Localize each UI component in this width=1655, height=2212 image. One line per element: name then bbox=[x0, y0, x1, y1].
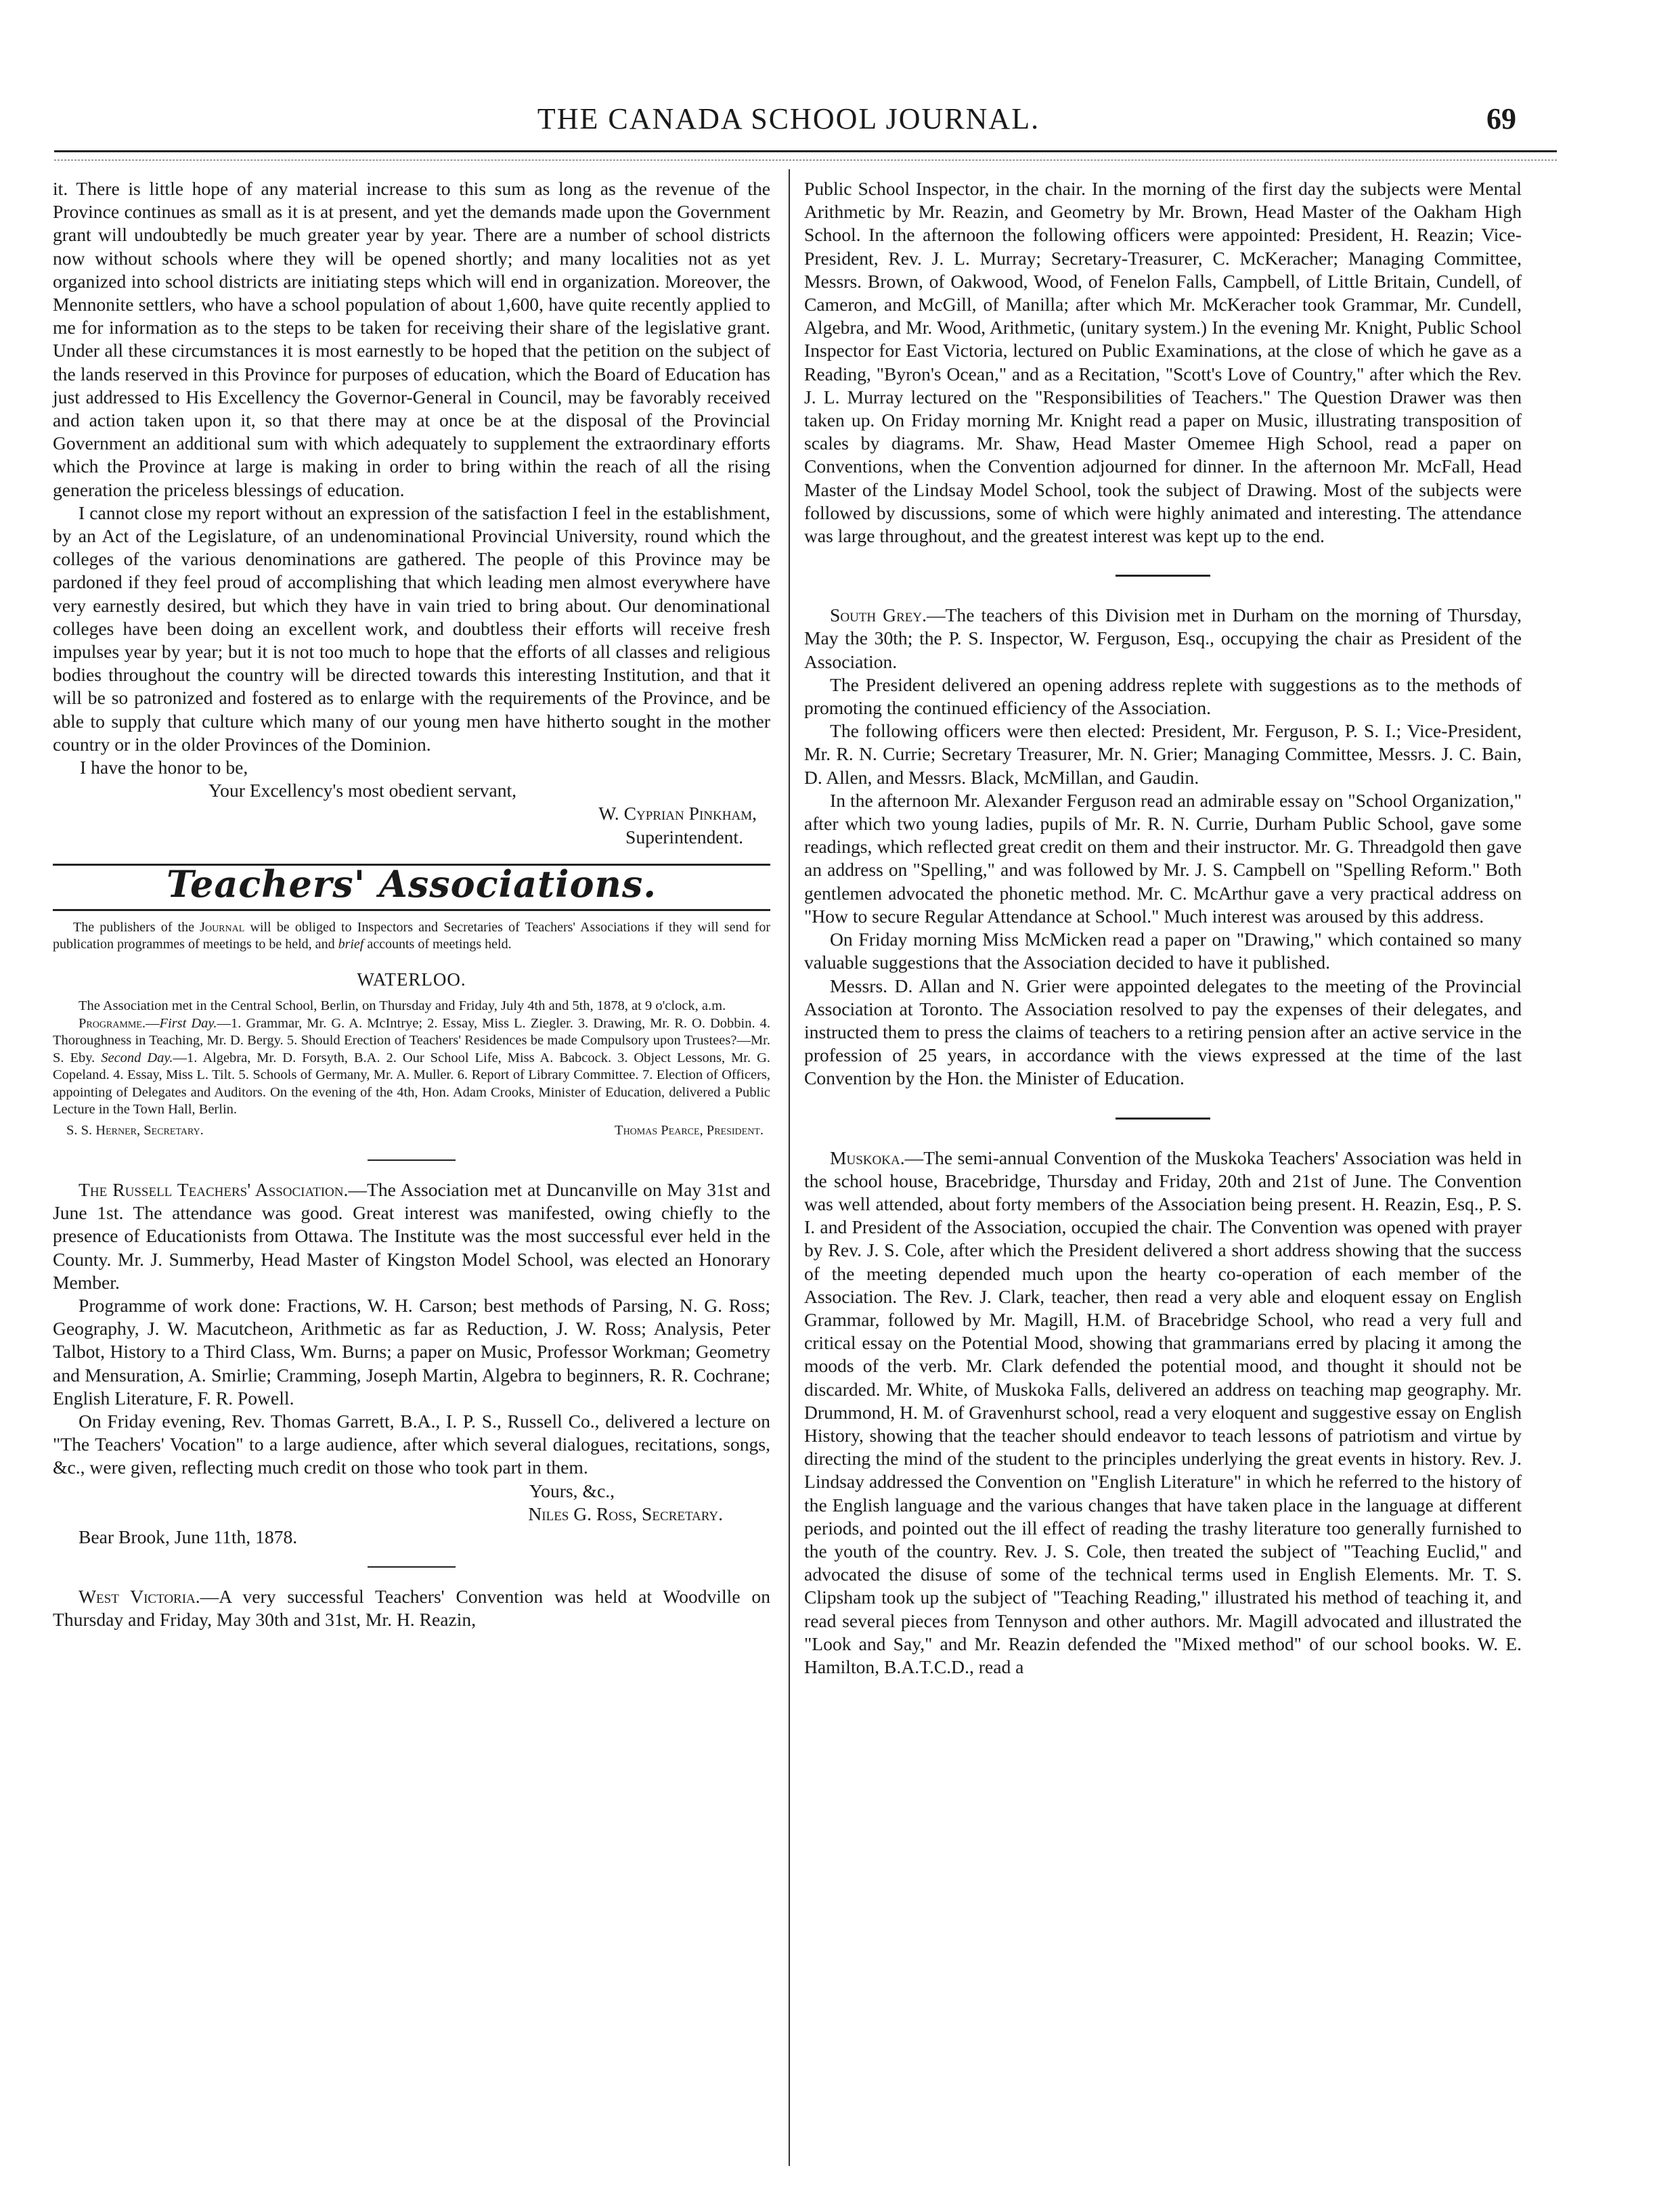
programme-day2: Second Day. bbox=[101, 1050, 173, 1065]
section-divider bbox=[368, 1566, 456, 1568]
notice-text: The publishers of the bbox=[73, 920, 200, 935]
southgrey-text: —The teachers of this Division met in Durham on the morning of Thursday, May the 30th; the P. S. Inspector, W. Ferguson, Esq., occupying the chair as President of the Association. bbox=[804, 604, 1522, 672]
closing-line: Your Excellency's most obedient servant, bbox=[208, 780, 517, 801]
waterloo-secretary: S. S. Herner, Secretary. bbox=[66, 1122, 204, 1138]
column-divider bbox=[789, 169, 790, 2166]
westvic-label: West Victoria. bbox=[79, 1586, 200, 1608]
closing-line: I have the honor to be, bbox=[80, 757, 248, 778]
southgrey-paragraph: The following officers were then elected: President, Mr. Ferguson, P. S. I.; Vice-President, Mr. R. N. Currie; Secretary Treasurer, Mr. N. Grier; Managing Committee, Messrs. J. C. Bain, D. Allen, and Messrs. Black, McMillan, and Gaudin. bbox=[804, 720, 1522, 788]
programme-day1: First Day. bbox=[159, 1015, 217, 1031]
section-divider bbox=[1116, 575, 1210, 577]
southgrey-label: South Grey. bbox=[830, 604, 927, 626]
right-column bbox=[804, 177, 1522, 1679]
southgrey-paragraph: On Friday morning Miss McMicken read a paper on "Drawing," which contained so many valuable suggestions that the Association decided to have it published. bbox=[804, 929, 1522, 973]
notice-text: accounts of meetings held. bbox=[363, 937, 512, 952]
russell-paragraph bbox=[53, 1178, 770, 1294]
southgrey-paragraph: The President delivered an opening address replete with suggestions as to the methods of promoting the continued efficiency of the Association. bbox=[804, 673, 1522, 719]
section-title: Teachers' Associations. bbox=[166, 862, 657, 906]
left-column bbox=[53, 177, 770, 1632]
programme-label: Programme. bbox=[79, 1015, 146, 1031]
programme-text: —1. Algebra, Mr. D. Forsyth, B.A. 2. Our School Life, Miss A. Babcock. 3. Object Lessons, Mr. G. Copeland. 4. Essay, Miss L. Tilt. 5. Schools of Germany, Mr. A. Muller. 6. Report of Library Committee. 7. Election of Officers, appointing of Delegates and Auditors. On the evening of the 4th, Hon. Adam Crooks, Minister of Education, delivered a Public Lecture in the Town Hall, Berlin. bbox=[53, 1050, 770, 1118]
westvic-paragraph bbox=[53, 1585, 770, 1631]
muskoka-text: —The semi-annual Convention of the Muskoka Teachers' Association was held in the school house, Bracebridge, Thursday and Friday, 20th and 21st of June. The Convention was well attended, about forty members of the Association being present. H. Reazin, Esq., P. S. I. and President of the Association, occupied the chair. The Convention was opened with prayer by Rev. J. S. Cole, after which the President delivered a short address showing that the success of the meeting depended much upon the hearty co-operation of each member of the Association. The Rev. J. Clark, teacher, then read a very able and eloquent essay on English Grammar, followed by Mr. Magill, H.M. of Bracebridge School, who read a very full and critical essay on the Potential Mood, showing that grammarians erred by placing it among the moods of the verb. Mr. Clark defended the potential mood, and thought it should not be discarded. Mr. White, of Muskoka Falls, delivered an address on teaching map geography. Mr. Drummond, H. M. of Gravenhurst school, read a very eloquent and suggestive essay on English History, showing that the teacher should endeavor to teach lessons of patriotism and virtue by directing the mind of the student to the principles underlying the great events in history. Rev. J. Lindsay addressed the Convention on "English Literature" in which he referred to the history of the English language and the various changes that have taken place in the language at different periods, and pointed out the ill effect of reading the trashy literature too generally furnished to the youth of the country. Rev. J. S. Cole, then treated the subject of "Teaching Euclid," and advocated the disuse of some of the technical terms used in English Elements. Mr. T. S. Clipsham took up the subject of "Teaching Reading," illustrated his method of teaching it, and read several pieces from Tennyson and other authors. Mr. Magill advocated and illustrated the "Look and Say," and Mr. Reazin defended the "Mixed method" of our school books. W. E. Hamilton, B.A.T.C.D., read a bbox=[804, 1147, 1522, 1677]
editorial-notice bbox=[53, 919, 770, 953]
section-divider bbox=[1116, 1118, 1210, 1120]
westvic-text: —A very successful Teachers' Convention was held at Woodville on Thursday and Friday, May 30th and 31st, Mr. H. Reazin, bbox=[53, 1586, 770, 1631]
russell-yours: Yours, &c., bbox=[529, 1480, 615, 1501]
waterloo-paragraph: The Association met in the Central School, Berlin, on Thursday and Friday, July 4th and 5th, 1878, at 9 o'clock, a.m. bbox=[79, 998, 726, 1014]
waterloo-president: Thomas Pearce, President. bbox=[615, 1122, 764, 1138]
russell-text: —The Association met at Duncanville on May 31st and June 1st. The attendance was good. Great interest was manifested, owing chiefly to the presence of Educationists from Ottawa. The Institute was the most successful ever held in the County. Mr. J. Summerby, Head Master of Kingston Model School, was elected an Honorary Member. bbox=[53, 1179, 771, 1293]
southgrey-paragraph: Messrs. D. Allan and N. Grier were appointed delegates to the meeting of the Provincial Association at Toronto. The Association resolved to pay the expenses of their delegates, and instructed them to press the claims of teachers to a retiring pension after an active service in the profession of 25 years, in accordance with the views expressed at the time of the last Convention by the Hon. the Minister of Education. bbox=[804, 975, 1522, 1089]
waterloo-programme: Programme.—First Day.—1. Grammar, Mr. G. A. McIntrye; 2. Essay, Miss L. Ziegler. 3. Drawing, Mr. R. O. Dobbin. 4. Thoroughness in Teaching, Mr. D. Bergy. 5. Should Erection of Teachers' Residences be made Compulsory upon Trustees?—Mr. S. Eby. Second Day.—1. Algebra, Mr. D. Forsyth, B.A. 2. Our School Life, Miss A. Babcock. 3. Object Lessons, Mr. G. Copeland. 4. Essay, Miss L. Tilt. 5. Schools of Germany, Mr. A. Muller. 6. Report of Library Committee. 7. Election of Officers, appointing of Delegates and Auditors. On the evening of the 4th, Hon. Adam Crooks, Minister of Education, delivered a Public Lecture in the Town Hall, Berlin. bbox=[53, 1015, 770, 1118]
notice-journal: Journal bbox=[200, 920, 245, 935]
russell-date: Bear Brook, June 11th, 1878. bbox=[79, 1526, 298, 1548]
russell-label: The Russell Teachers' Association. bbox=[79, 1179, 349, 1200]
report-paragraph: I cannot close my report without an expression of the satisfaction I feel in the establishment, by an Act of the Legislature, of an undenominational Provincial University, round which the colleges of the various denominations are gathered. The people of this Province may be pardoned if they feel proud of accomplishing that which leading men almost everywhere have very earnestly desired, but which they have in vain tried to bring about. Our denominational colleges have been doing an excellent work, and doubtless their efforts will receive fresh impulses year by year; but it is not too much to hope that the efforts of all classes and religious bodies throughout the country will be directed towards this interesting Institution, and that it will be so patronized and fostered as to enlarge with the requirements of the Province, and be able to supply that culture which many of our young men have hitherto sought in the mother country or in the older Provinces of the Dominion. bbox=[53, 502, 770, 755]
journal-title: THE CANADA SCHOOL JOURNAL. bbox=[537, 102, 1040, 135]
signature-title: Superintendent. bbox=[625, 826, 743, 847]
report-paragraph: it. There is little hope of any material increase to this sum as long as the revenue of the Province continues as small as it is at present, and yet the demands made upon the Government grant will undoubtedly be much greater year by year. There are a number of school districts now without schools where they will be opened shortly; and many localities not as yet organized into school districts are initiating steps which will end in organization. Moreover, the Mennonite settlers, who have a school population of about 1,600, have quite recently applied to me for information as to the steps to be taken for receiving their share of the legislative grant. Under all these circumstances it is most earnestly to be hoped that the petition on the subject of the lands reserved in this Province for purposes of education, which the Board of Education has just addressed to His Excellency the Governor-General in Council, may be favorably received and action taken upon it, so that there may at once be at the disposal of the Provincial Government an additional sum with which adequately to supplement the extraordinary efforts which the Province at large is making in order to bring within the reach of all the rising generation the priceless blessings of education. bbox=[53, 178, 770, 500]
header-rule-top bbox=[54, 150, 1557, 152]
westvic-continuation: Public School Inspector, in the chair. In the morning of the first day the subjects were Mental Arithmetic by Mr. Reazin, and Geometry by Mr. Brown, Head Master of the Oakham High School. In the afternoon the following officers were appointed: President, H. Reazin; Vice-President, Rev. J. L. Murray; Secretary-Treasurer, C. McKeracher; Managing Committee, Messrs. Brown, of Oakwood, Wood, of Fenelon Falls, Campbell, of Little Britain, Cundell, of Cameron, and McGill, of Manilla; after which Mr. McKeracher took Grammar, Mr. Cundell, Algebra, and Mr. Wood, Arithmetic, (unitary system.) In the evening Mr. Knight, Public School Inspector for East Victoria, lectured on Public Examinations, at the close of which he gave as a Reading, "Byron's Ocean," and as a Recitation, "Scott's Love of Country," after which the Rev. J. L. Murray lectured on the "Responsibilities of Teachers." The Question Drawer was then taken up. On Friday morning Mr. Knight read a paper on Music, illustrating transposition of scales by diagrams. Mr. Shaw, Head Master Omemee High School, read a paper on Conventions, when the Convention adjourned for dinner. In the afternoon Mr. McFall, Head Master of the Lindsay Model School, took the subject of Drawing. Most of the subjects were followed by discussions, some of which were highly animated and interesting. The attendance was large throughout, and the greatest interest was kept up to the end. bbox=[804, 178, 1522, 547]
signature: W. Cyprian Pinkham, bbox=[598, 803, 757, 824]
muskoka-paragraph bbox=[804, 1147, 1522, 1679]
section-heading-box bbox=[53, 864, 770, 911]
notice-text: will be obliged to Inspectors and Secretaries of Teachers' Associations if they will send for publication programmes of meetings to be held, and bbox=[53, 920, 771, 952]
southgrey-paragraph bbox=[804, 604, 1522, 673]
page-header bbox=[47, 102, 1530, 142]
page-number: 69 bbox=[1486, 102, 1516, 135]
notice-brief: brief bbox=[338, 937, 364, 952]
waterloo-heading: WATERLOO. bbox=[357, 969, 466, 990]
programme-text: —1. Grammar, Mr. G. A. McIntrye; 2. Essay, Miss L. Ziegler. 3. Drawing, Mr. R. O. Dobbin. 4. Thoroughness in Teaching, Mr. D. Bergy. 5. Should Erection of Teachers' Residences be made Compulsory upon Trustees?—Mr. S. Eby. bbox=[53, 1015, 770, 1065]
russell-signature: Niles G. Ross, Secretary. bbox=[528, 1503, 723, 1524]
waterloo-signatures bbox=[53, 1119, 770, 1142]
russell-paragraph: Programme of work done: Fractions, W. H. Carson; best methods of Parsing, N. G. Ross; Geography, J. W. Macutcheon, Arithmetic as far as Reduction, J. W. Ross; Analysis, Peter Talbot, History to a Third Class, Wm. Burns; a paper on Music, Professor Workman; Geometry and Mensuration, A. Smirlie; Cramming, Joseph Martin, Algebra to beginners, R. R. Cochrane; English Literature, F. R. Powell. bbox=[53, 1295, 770, 1409]
section-divider bbox=[368, 1159, 456, 1161]
russell-paragraph: On Friday evening, Rev. Thomas Garrett, B.A., I. P. S., Russell Co., delivered a lecture on "The Teachers' Vocation" to a large audience, after which several dialogues, recitations, songs, &c., were given, reflecting much credit on those who took part in them. bbox=[53, 1411, 770, 1478]
muskoka-label: Muskoka. bbox=[830, 1147, 905, 1168]
southgrey-paragraph: In the afternoon Mr. Alexander Ferguson read an admirable essay on "School Organization," after which two young ladies, pupils of Mr. R. N. Currie, Durham Public School, gave some readings, which reflected great credit on them and their instructor. Mr. G. Threadgold then gave an address on "Spelling," and was followed by Mr. J. S. Campbell on "Spelling Reform." Both gentlemen advocated the phonetic method. Mr. C. McArthur gave a very practical address on "How to secure Regular Attendance at School." Much interest was aroused by this address. bbox=[804, 789, 1522, 927]
